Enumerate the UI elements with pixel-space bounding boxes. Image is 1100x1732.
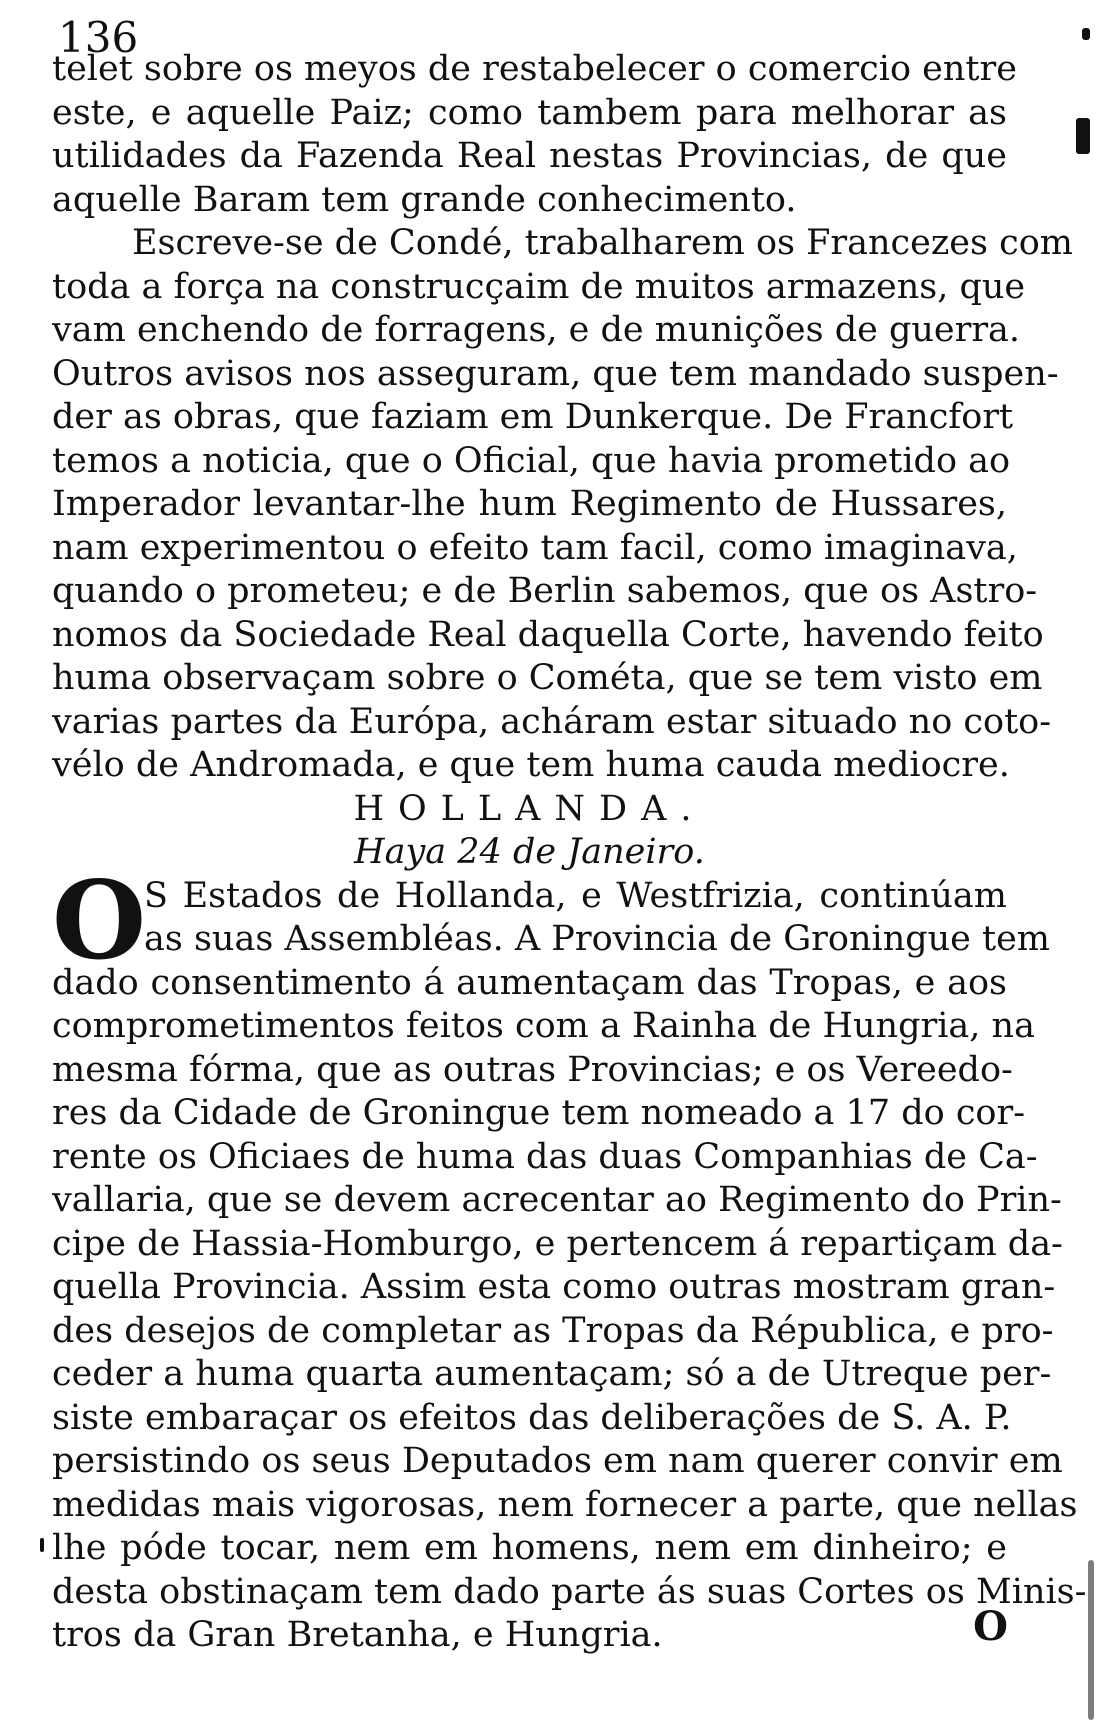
text-line: telet sobre os meyos de restabelecer o comercio entre <box>52 49 1017 89</box>
text-line: cipe de Hassia-Homburgo, e pertencem á repartiçam da- <box>52 1223 1063 1264</box>
text-line: siste embaraçar os efeitos das deliberações de S. A. P. <box>52 1397 1012 1438</box>
text-line: dado consentimento á aumentaçam das Tropas, e aos <box>52 962 1007 1003</box>
text-line: der as obras, que faziam em Dunkerque. De Francfort <box>52 397 1014 437</box>
text-line: persistindo os seus Deputados em nam querer convir em <box>52 1441 1063 1481</box>
margin-ink-mark <box>40 1538 44 1552</box>
text-line: res da Cidade de Groningue tem nomeado a 17 do cor- <box>52 1093 1026 1133</box>
text-line: utilidades da Fazenda Real nestas Provincias, de que <box>52 136 1007 176</box>
text-line: ceder a huma quarta aumentaçam; só a de Utreque per- <box>52 1354 1052 1394</box>
text-line: varias partes da Európa, acháram estar situado no coto- <box>52 701 1052 742</box>
text-line: tros da Gran Bretanha, e Hungria. <box>52 1615 663 1655</box>
text-line: temos a noticia, que o Oficial, que havia prometido ao <box>52 440 1011 481</box>
text-line: lhe póde tocar, nem em homens, nem em dinheiro; e <box>52 1528 1007 1568</box>
section-heading: HOLLANDA. <box>353 788 706 829</box>
text-line: quando o prometeu; e de Berlin sabemos, que os Astro- <box>52 571 1038 611</box>
page-text <box>52 48 1087 1658</box>
text-line: Imperador levantar-lhe hum Regimento de Hussares, <box>52 484 1007 524</box>
drop-cap: O <box>52 857 147 984</box>
dateline: Haya 24 de Janeiro. <box>354 832 705 872</box>
page-number: 136 <box>58 13 139 62</box>
text-line: vam enchendo de forragens, e de munições de guerra. <box>52 310 1021 350</box>
paragraph-hollanda <box>52 857 1087 1658</box>
margin-ink-mark <box>1088 1560 1094 1720</box>
text-line: quella Provincia. Assim esta como outras mostram gran- <box>52 1267 1056 1307</box>
text-line: desta obstinaçam tem dado parte ás suas Cortes os Minis- <box>52 1571 1087 1612</box>
margin-ink-mark <box>1076 118 1090 154</box>
text-line: huma observaçam sobre o Cométa, que se tem visto em <box>52 658 1043 698</box>
text-line: comprometimentos feitos com a Rainha de Hungria, na <box>52 1006 1035 1046</box>
margin-ink-mark <box>1082 28 1090 40</box>
text-line: S Estados de Hollanda, e Westfrizia, continúam <box>144 875 1007 916</box>
text-line: Escreve-se de Condé, trabalharem os Francezes com <box>132 223 1073 263</box>
paragraph-news <box>52 222 1073 788</box>
text-line: Outros avisos nos asseguram, que tem mandado suspen- <box>52 353 1059 394</box>
text-line: mesma fórma, que as outras Provincias; e os Vereedo- <box>52 1049 1013 1090</box>
text-line: medidas mais vigorosas, nem fornecer a parte, que nellas <box>52 1484 1078 1525</box>
text-line: des desejos de completar as Tropas da Républica, e pro- <box>52 1310 1054 1351</box>
text-line: nomos da Sociedade Real daquella Corte, havendo feito <box>52 614 1044 655</box>
text-line: rente os Oficiaes de huma das duas Companhias de Ca- <box>52 1136 1038 1177</box>
text-line: as suas Assembléas. A Provincia de Groningue tem <box>144 919 1050 959</box>
text-line: aquelle Baram tem grande conhecimento. <box>52 179 797 220</box>
text-line: vallaria, que se devem acrecentar ao Regimento do Prin- <box>52 1180 1062 1220</box>
text-line: toda a força na construcçaim de muitos armazens, que <box>52 266 1026 307</box>
paragraph-condes-report <box>52 48 1017 222</box>
catchword: O <box>973 1603 1008 1650</box>
text-line: este, e aquelle Paiz; como tambem para melhorar as <box>52 92 1007 133</box>
text-line: nam experimentou o efeito tam facil, como imaginava, <box>52 527 1018 568</box>
text-line: vélo de Andromada, e que tem huma cauda mediocre. <box>52 745 1010 785</box>
